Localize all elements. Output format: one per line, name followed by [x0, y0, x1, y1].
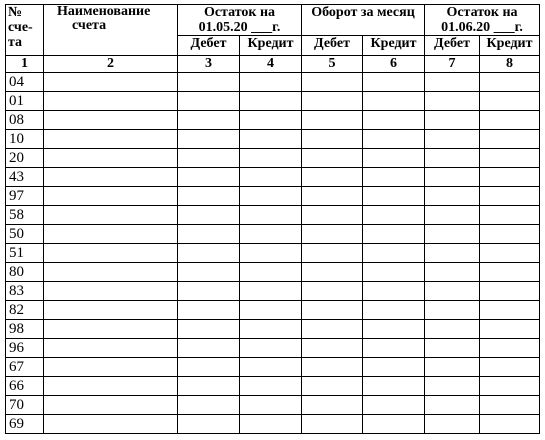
opening-credit-cell[interactable] [240, 130, 302, 149]
account-name-header-line2: счета [72, 18, 107, 33]
turnover-credit-cell[interactable] [363, 206, 425, 225]
turnover-debit-cell[interactable] [302, 339, 363, 358]
table-row [6, 339, 540, 358]
closing-debit-cell[interactable] [425, 73, 480, 92]
account-name-cell[interactable] [44, 73, 178, 92]
account-code: 83 [6, 282, 44, 301]
account-name-cell[interactable] [44, 168, 178, 187]
opening-debit-cell[interactable] [178, 206, 240, 225]
account-number-header-line1: № [8, 5, 23, 20]
table-row [6, 168, 540, 187]
opening-debit-cell[interactable] [178, 301, 240, 320]
account-name-cell[interactable] [44, 130, 178, 149]
closing-credit-cell[interactable] [480, 206, 540, 225]
account-name-cell[interactable] [44, 263, 178, 282]
turnover-debit-cell[interactable] [302, 415, 363, 434]
turnover-credit-cell[interactable] [363, 396, 425, 415]
opening-debit-cell[interactable] [178, 263, 240, 282]
account-code: 67 [6, 358, 44, 377]
opening-credit-cell[interactable] [240, 301, 302, 320]
closing-credit-cell[interactable] [480, 111, 540, 130]
closing-debit-cell[interactable] [425, 130, 480, 149]
opening-debit-cell[interactable] [178, 73, 240, 92]
turnover-debit-cell[interactable] [302, 130, 363, 149]
closing-credit-cell[interactable] [480, 187, 540, 206]
opening-credit-cell[interactable] [240, 225, 302, 244]
turnover-debit-cell[interactable] [302, 206, 363, 225]
closing-debit-cell[interactable] [425, 320, 480, 339]
account-code: 98 [6, 320, 44, 339]
turnover-debit-cell[interactable] [302, 358, 363, 377]
opening-credit-cell[interactable] [240, 320, 302, 339]
account-number-header-line2: сче- [8, 20, 33, 35]
opening-credit-cell[interactable] [240, 244, 302, 263]
table-row [6, 377, 540, 396]
closing-debit-cell[interactable] [425, 149, 480, 168]
column-number: 3 [178, 56, 240, 73]
account-code: 04 [6, 73, 44, 92]
opening-credit-cell[interactable] [240, 149, 302, 168]
closing-credit-cell[interactable] [480, 358, 540, 377]
turnover-credit-cell[interactable] [363, 244, 425, 263]
closing-credit-cell[interactable] [480, 149, 540, 168]
account-code: 58 [6, 206, 44, 225]
turnover-credit-cell[interactable] [363, 168, 425, 187]
account-code: 66 [6, 377, 44, 396]
table-row [6, 415, 540, 434]
opening-debit-cell[interactable] [178, 358, 240, 377]
turnover-credit-cell[interactable] [363, 92, 425, 111]
account-code: 20 [6, 149, 44, 168]
turnover-debit-cell[interactable] [302, 396, 363, 415]
opening-balance-date: 01.05.20 ___г. [198, 20, 281, 35]
monthly-turnover-title: Оборот за месяц [311, 5, 415, 20]
table-row [6, 396, 540, 415]
opening-debit-cell[interactable] [178, 225, 240, 244]
account-code: 69 [6, 415, 44, 434]
turnover-debit-cell[interactable] [302, 377, 363, 396]
turnover-debit-cell[interactable] [302, 187, 363, 206]
opening-debit-cell[interactable] [178, 187, 240, 206]
opening-credit-cell[interactable] [240, 282, 302, 301]
closing-credit-cell[interactable] [480, 339, 540, 358]
turnover-debit-cell[interactable] [302, 263, 363, 282]
table-row [6, 282, 540, 301]
opening-debit-cell[interactable] [178, 168, 240, 187]
closing-debit-header: Дебет [425, 36, 480, 56]
opening-credit-cell[interactable] [240, 263, 302, 282]
account-number-header [6, 5, 44, 56]
header-row-groups [6, 5, 540, 36]
table-row [6, 320, 540, 339]
closing-credit-cell[interactable] [480, 168, 540, 187]
account-name-cell[interactable] [44, 415, 178, 434]
column-number: 8 [480, 56, 540, 73]
opening-credit-header: Кредит [240, 36, 302, 56]
turnover-credit-cell[interactable] [363, 187, 425, 206]
account-name-cell[interactable] [44, 206, 178, 225]
closing-debit-cell[interactable] [425, 187, 480, 206]
closing-credit-cell[interactable] [480, 92, 540, 111]
turnover-credit-cell[interactable] [363, 149, 425, 168]
table-row [6, 358, 540, 377]
table-row [6, 244, 540, 263]
closing-debit-cell[interactable] [425, 244, 480, 263]
opening-credit-cell[interactable] [240, 187, 302, 206]
closing-balance-title: Остаток на [446, 5, 518, 20]
table-row [6, 92, 540, 111]
turnover-debit-cell[interactable] [302, 244, 363, 263]
closing-credit-cell[interactable] [480, 415, 540, 434]
table-row [6, 263, 540, 282]
account-number-header-line3: та [8, 35, 23, 50]
turnover-debit-cell[interactable] [302, 301, 363, 320]
closing-credit-cell[interactable] [480, 73, 540, 92]
closing-debit-cell[interactable] [425, 92, 480, 111]
balance-sheet-form [5, 4, 540, 434]
closing-credit-cell[interactable] [480, 282, 540, 301]
opening-debit-cell[interactable] [178, 244, 240, 263]
table-row [6, 73, 540, 92]
column-number: 2 [44, 56, 178, 73]
opening-credit-cell[interactable] [240, 168, 302, 187]
account-code: 97 [6, 187, 44, 206]
closing-debit-cell[interactable] [425, 168, 480, 187]
turnover-debit-cell[interactable] [302, 111, 363, 130]
account-code: 70 [6, 396, 44, 415]
turnover-debit-cell[interactable] [302, 168, 363, 187]
account-rows [6, 73, 540, 434]
column-numbers-row [6, 56, 540, 73]
account-code: 80 [6, 263, 44, 282]
opening-credit-cell[interactable] [240, 206, 302, 225]
turnover-debit-cell[interactable] [302, 320, 363, 339]
opening-balance-title: Остаток на [203, 5, 276, 20]
turnover-credit-cell[interactable] [363, 73, 425, 92]
account-code: 96 [6, 339, 44, 358]
closing-credit-cell[interactable] [480, 225, 540, 244]
opening-debit-cell[interactable] [178, 130, 240, 149]
opening-debit-cell[interactable] [178, 92, 240, 111]
closing-debit-cell[interactable] [425, 415, 480, 434]
closing-credit-header: Кредит [480, 36, 540, 56]
turnover-credit-cell[interactable] [363, 415, 425, 434]
table-row [6, 206, 540, 225]
turnover-credit-cell[interactable] [363, 130, 425, 149]
opening-balance-header [178, 5, 302, 36]
opening-credit-cell[interactable] [240, 415, 302, 434]
table-row [6, 225, 540, 244]
turnover-credit-cell[interactable] [363, 301, 425, 320]
turnover-credit-header: Кредит [363, 36, 425, 56]
table-row [6, 187, 540, 206]
opening-debit-cell[interactable] [178, 149, 240, 168]
account-name-cell[interactable] [44, 358, 178, 377]
opening-credit-cell[interactable] [240, 73, 302, 92]
account-code: 01 [6, 92, 44, 111]
turnover-balance-table [5, 4, 540, 434]
opening-credit-cell[interactable] [240, 377, 302, 396]
opening-debit-header: Дебет [178, 36, 240, 56]
account-name-header-line1: Наименование [57, 4, 151, 19]
turnover-credit-cell[interactable] [363, 225, 425, 244]
account-name-cell[interactable] [44, 320, 178, 339]
account-name-cell[interactable] [44, 244, 178, 263]
account-name-cell[interactable] [44, 111, 178, 130]
table-row [6, 111, 540, 130]
table-row [6, 130, 540, 149]
closing-debit-cell[interactable] [425, 301, 480, 320]
opening-debit-cell[interactable] [178, 282, 240, 301]
closing-credit-cell[interactable] [480, 377, 540, 396]
account-code: 51 [6, 244, 44, 263]
account-code: 50 [6, 225, 44, 244]
opening-debit-cell[interactable] [178, 415, 240, 434]
closing-debit-cell[interactable] [425, 396, 480, 415]
closing-debit-cell[interactable] [425, 282, 480, 301]
closing-debit-cell[interactable] [425, 358, 480, 377]
account-code: 43 [6, 168, 44, 187]
account-name-cell[interactable] [44, 377, 178, 396]
account-name-cell[interactable] [44, 225, 178, 244]
table-row [6, 149, 540, 168]
account-name-cell[interactable] [44, 339, 178, 358]
account-name-header [44, 5, 178, 56]
column-number: 6 [363, 56, 425, 73]
turnover-debit-cell[interactable] [302, 149, 363, 168]
turnover-credit-cell[interactable] [363, 358, 425, 377]
account-name-cell[interactable] [44, 187, 178, 206]
opening-debit-cell[interactable] [178, 339, 240, 358]
turnover-credit-cell[interactable] [363, 263, 425, 282]
closing-credit-cell[interactable] [480, 320, 540, 339]
turnover-credit-cell[interactable] [363, 320, 425, 339]
closing-debit-cell[interactable] [425, 111, 480, 130]
closing-credit-cell[interactable] [480, 301, 540, 320]
closing-balance-date: 01.06.20 ___г. [441, 20, 523, 35]
turnover-debit-cell[interactable] [302, 92, 363, 111]
closing-credit-cell[interactable] [480, 396, 540, 415]
closing-credit-cell[interactable] [480, 263, 540, 282]
turnover-debit-cell[interactable] [302, 225, 363, 244]
table-row [6, 301, 540, 320]
closing-debit-cell[interactable] [425, 339, 480, 358]
opening-credit-cell[interactable] [240, 396, 302, 415]
turnover-debit-cell[interactable] [302, 73, 363, 92]
closing-balance-header [425, 5, 540, 36]
account-code: 82 [6, 301, 44, 320]
opening-debit-cell[interactable] [178, 396, 240, 415]
closing-debit-cell[interactable] [425, 377, 480, 396]
monthly-turnover-header [302, 5, 425, 36]
account-name-cell[interactable] [44, 301, 178, 320]
account-name-cell[interactable] [44, 282, 178, 301]
closing-credit-cell[interactable] [480, 130, 540, 149]
column-number: 4 [240, 56, 302, 73]
opening-credit-cell[interactable] [240, 339, 302, 358]
account-code: 08 [6, 111, 44, 130]
opening-credit-cell[interactable] [240, 111, 302, 130]
opening-debit-cell[interactable] [178, 111, 240, 130]
closing-debit-cell[interactable] [425, 206, 480, 225]
account-name-cell[interactable] [44, 92, 178, 111]
column-number: 1 [6, 56, 44, 73]
turnover-debit-cell[interactable] [302, 282, 363, 301]
account-code: 10 [6, 130, 44, 149]
turnover-credit-cell[interactable] [363, 377, 425, 396]
opening-credit-cell[interactable] [240, 92, 302, 111]
closing-credit-cell[interactable] [480, 244, 540, 263]
turnover-credit-cell[interactable] [363, 111, 425, 130]
opening-credit-cell[interactable] [240, 358, 302, 377]
column-number: 5 [302, 56, 363, 73]
opening-debit-cell[interactable] [178, 377, 240, 396]
column-number: 7 [425, 56, 480, 73]
account-name-cell[interactable] [44, 396, 178, 415]
turnover-credit-cell[interactable] [363, 339, 425, 358]
closing-debit-cell[interactable] [425, 225, 480, 244]
turnover-credit-cell[interactable] [363, 282, 425, 301]
closing-debit-cell[interactable] [425, 263, 480, 282]
account-name-cell[interactable] [44, 149, 178, 168]
turnover-debit-header: Дебет [302, 36, 363, 56]
opening-debit-cell[interactable] [178, 320, 240, 339]
